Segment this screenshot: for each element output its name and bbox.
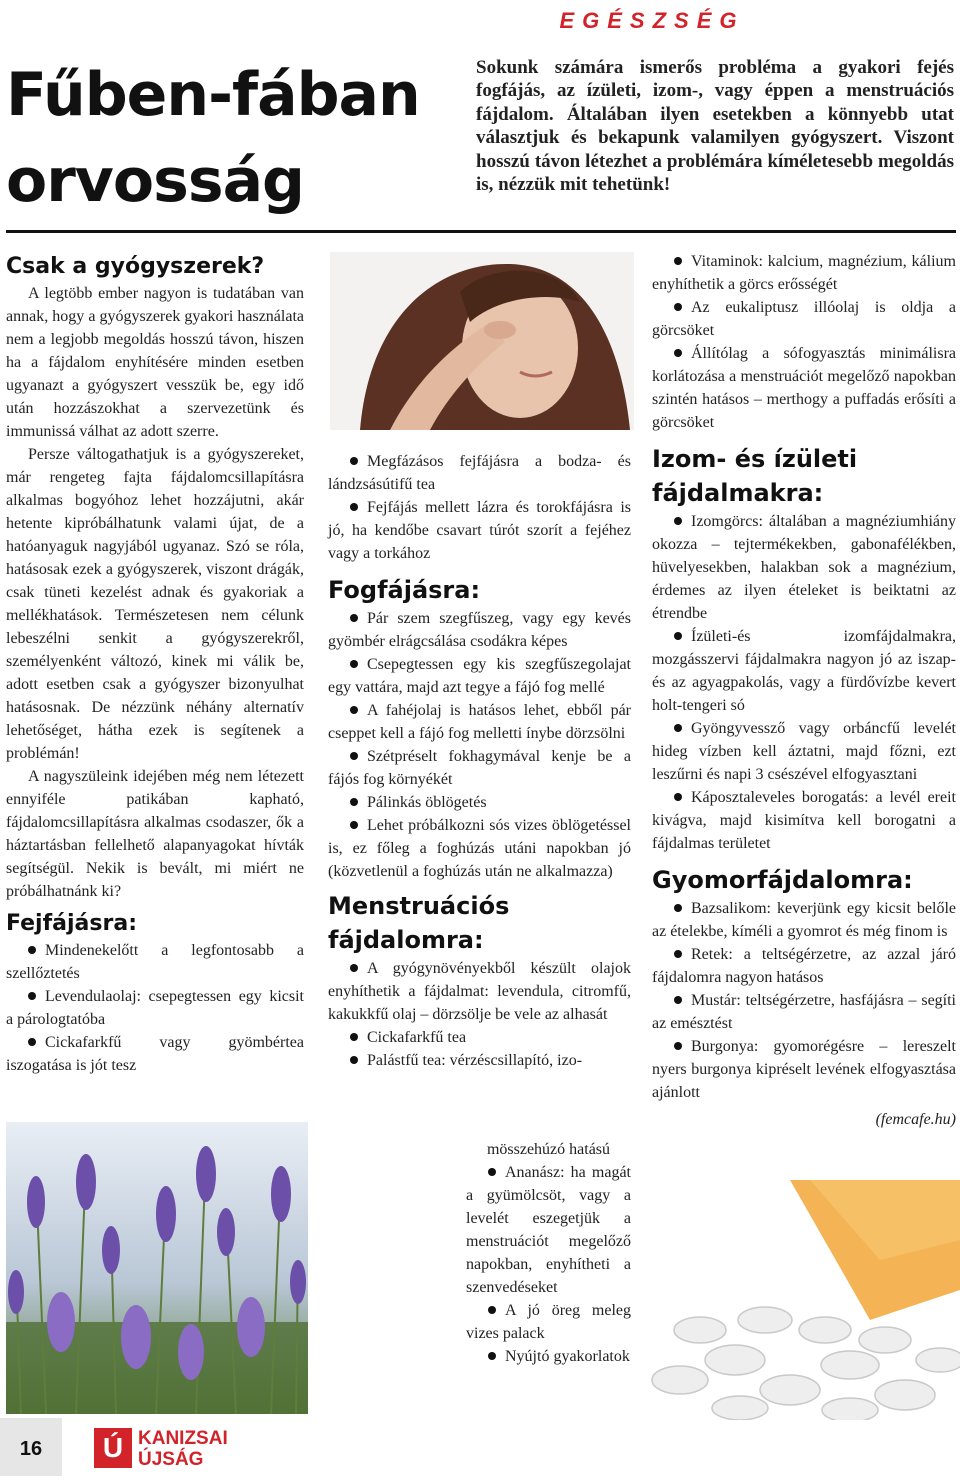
list-item: Fejfájás mellett lázra és torokfájásra is jó, ha kendőbe csavart túrót szorít a fejéhez vagy a torkához <box>328 499 631 562</box>
menstrual-list-more <box>466 1161 631 1368</box>
palast-continuation: mösszehúzó hatású <box>486 1141 611 1158</box>
title-line-2: orvosság <box>6 146 305 216</box>
list-item: Retek: a teltségérzetre, az azzal járó fájdalomra nagyon hatásos <box>652 946 956 986</box>
bullet-icon <box>488 1306 496 1314</box>
column-1 <box>6 252 304 1077</box>
bullet-icon <box>488 1168 496 1176</box>
bullet-icon <box>674 1042 682 1050</box>
list-item: Az eukaliptusz illóolaj is oldja a görcsöket <box>652 299 956 339</box>
list-item: Bazsalikom: keverjünk egy kicsit belőle az ételekbe, kíméli a gyomrot és még finom is <box>652 900 956 940</box>
list-item: Gyöngyvessző vagy orbáncfű levelét hideg vízben kell áztatni, majd főzni, ezt leszűrni és napi 3 csészével elfogyasztani <box>652 720 956 783</box>
pills-illustration <box>640 1180 960 1420</box>
woman-illustration <box>330 252 634 430</box>
list-item: Ízületi-és izomfájdalmakra, mozgásszervi fájdalmakra nagyon jó az iszap- és az agyagpakolás, vagy a fürdővízbe kevert holt-tengeri só <box>652 628 956 714</box>
list-item: Cickafarkfű tea <box>328 1026 631 1049</box>
header-divider <box>6 230 956 233</box>
bullet-icon <box>674 303 682 311</box>
bullet-icon <box>674 793 682 801</box>
bullet-icon <box>674 632 682 640</box>
column-3 <box>652 250 956 1131</box>
bullet-icon <box>350 457 358 465</box>
list-item: A jó öreg meleg vizes palack <box>466 1302 631 1342</box>
list-item: Pár szem szegfűszeg, vagy egy kevés gyömbér elrágcsálása csodákra képes <box>328 610 631 650</box>
muscle-list <box>652 510 956 855</box>
list-item: A fahéjolaj is hatásos lehet, ebből pár cseppet kell a fájó fog melletti ínybe dörzsölni <box>328 702 631 742</box>
body-paragraph: A nagyszüleink idejében még nem létezett ennyiféle patikában kapható, fájdalomcsillapításra alkalmas csodaszer, ők a háztartásban fellelhető alapanyagokat hívták segítségül. Nekik is bevált, mi miért ne próbálhatnánk ki? <box>6 768 304 900</box>
bullet-icon <box>350 798 358 806</box>
list-item: Cickafarkfű vagy gyömbértea iszogatása is jót tesz <box>6 1034 304 1074</box>
list-item: Levendulaolaj: csepegtessen egy kicsit a párologtatóba <box>6 988 304 1028</box>
newspaper-logo-icon: Ú <box>94 1428 132 1468</box>
body-paragraph: Persze váltogathatjuk is a gyógyszereket, már rengeteg fajta fájdalomcsillapításra alkalmas bogyóhoz lehet hozzájutni, akár hetente kipróbálhatunk valami újat, de a hatóanyaguk nagyjából ugyanaz. Szó se róla, hatásosak ezek a gyógyszerek, viszont drágák, csak tüneti kezelést adnak és gyakoriak a mellékhatások. Természetesen nem célunk lebeszélni senkit a gyógyszerekről, személyenként változó, kinek mi válik be, adott esetben csak a gyógyszer bizonyulhat hatásosnak. De nézzünk néhány alternatív lehetőséget, hátha ezek is segítenek a problémán! <box>6 446 304 762</box>
section-heading-pills: Csak a gyógyszerek? <box>6 254 265 279</box>
list-item: Mustár: teltségérzetre, hasfájásra – segíti az emésztést <box>652 992 956 1032</box>
bullet-icon <box>350 1033 358 1041</box>
lavender-illustration <box>6 1122 308 1414</box>
section-heading-tooth: Fogfájásra: <box>328 576 481 604</box>
section-heading-stomach: Gyomorfájdalomra: <box>652 866 913 894</box>
section-heading-muscle: Izom- és ízületi fájdalmakra: <box>652 445 858 507</box>
bullet-icon <box>674 950 682 958</box>
pills-photo <box>640 1180 960 1420</box>
headache-list <box>6 939 304 1077</box>
list-item: Lehet próbálkozni sós vizes öblögetéssel is, ez főleg a foghúzás utáni napokban jó (közvetlenül a foghúzás után ne alkalmazza) <box>328 817 631 880</box>
bullet-icon <box>28 946 36 954</box>
title-line-1: Fűben-fában <box>6 60 420 130</box>
bullet-icon <box>674 996 682 1004</box>
lavender-photo <box>6 1122 308 1414</box>
newspaper-logo-text: KANIZSAI ÚJSÁG <box>138 1428 228 1470</box>
source-credit: (femcafe.hu) <box>875 1111 956 1128</box>
bullet-icon <box>28 992 36 1000</box>
page-number: 16 <box>0 1418 62 1476</box>
menstrual-list <box>328 957 631 1072</box>
list-item: Vitaminok: kalcium, magnézium, kálium enyhíthetik a görcs erősségét <box>652 253 956 293</box>
list-item: Káposztaleveles borogatás: a levél ereit kivágva, majd kisimítva kell borogatni a fájdalmas területet <box>652 789 956 852</box>
section-label: EGÉSZSÉG <box>559 8 745 33</box>
headache-woman-photo <box>330 252 634 430</box>
bullet-icon <box>350 964 358 972</box>
list-item: Csepegtessen egy kis szegfűszegolajat egy vattára, majd azt tegye a fájó fog mellé <box>328 656 631 696</box>
section-heading-headache: Fejfájásra: <box>6 911 137 936</box>
tooth-list <box>328 607 631 883</box>
column-2 <box>328 450 631 1072</box>
list-item: Palástfű tea: vérzéscsillapító, izo- <box>328 1049 631 1072</box>
column-2-continuation <box>466 1138 631 1368</box>
lead-paragraph: Sokunk számára ismerős probléma a gyakori fejés fogfájás, az ízületi, izom-, vagy éppen a menstruációs fájdalom. Általában ilyen esetekben a könnyebb utat választjuk és bekapunk valamilyen gyógyszert. Viszont hosszú távon létezhet a problémára kíméletesebb megoldás is, nézzük mit tehetünk! <box>476 57 954 196</box>
list-item: Burgonya: gyomorégésre – lereszelt nyers burgonya kipréselt levének elfogyasztása ajánlott <box>652 1038 956 1101</box>
list-item: Mindenekelőtt a legfontosabb a szellőztetés <box>6 942 304 982</box>
bullet-icon <box>350 1056 358 1064</box>
bullet-icon <box>350 660 358 668</box>
list-item: Izomgörcs: általában a magnéziumhiány okozza – tejtermékekben, gabonafélékben, hüvelyesekben, halakban sok a magnézium, érdemes az ilyen ételeket is beiktatni az étrendbe <box>652 513 956 622</box>
bullet-icon <box>488 1352 496 1360</box>
list-item: Ananász: ha magát a gyümölcsöt, vagy a levelét eszegetjük a menstruációt megelőző napokban, enyhítheti a szenvedéseket <box>466 1164 631 1296</box>
list-item: A gyógynövényekből készült olajok enyhíthetik a fájdalmat: levendula, citromfű, kakukkfű olaj – dörzsölje be vele az alhasát <box>328 960 631 1023</box>
bullet-icon <box>350 706 358 714</box>
bullet-icon <box>350 503 358 511</box>
stomach-list <box>652 897 956 1104</box>
menstrual-list-cont <box>652 250 956 434</box>
bullet-icon <box>674 257 682 265</box>
headache-list-more <box>328 450 631 565</box>
list-item: Nyújtó gyakorlatok <box>466 1345 631 1368</box>
section-heading-menstrual: Menstruációs fájdalomra: <box>328 892 510 954</box>
list-item: Szétpréselt fokhagymával kenje be a fájós fog környékét <box>328 748 631 788</box>
bullet-icon <box>674 904 682 912</box>
list-item: Pálinkás öblögetés <box>328 791 631 814</box>
bullet-icon <box>350 614 358 622</box>
list-item: Megfázásos fejfájásra a bodza- és lándzsásútifű tea <box>328 453 631 493</box>
bullet-icon <box>674 724 682 732</box>
bullet-icon <box>350 821 358 829</box>
bullet-icon <box>674 349 682 357</box>
body-paragraph: A legtöbb ember nagyon is tudatában van annak, hogy a gyógyszerek gyakori használata nem a legjobb megoldás hosszú távon, hiszen ha a fájdalom enyhítésére minden esetben ugyanazt a gyógyszert vesszük be, egy idő után hozzászokhat a szervezetünk és immunissá válhat az adott szerre. <box>6 285 304 440</box>
bullet-icon <box>674 517 682 525</box>
bullet-icon <box>28 1038 36 1046</box>
page-title <box>6 52 426 224</box>
list-item: Állítólag a sófogyasztás minimálisra korlátozása a menstruációt megelőző napokban szintén hatásos – merthogy a puffadás erősíti a görcsöket <box>652 345 956 431</box>
bullet-icon <box>350 752 358 760</box>
